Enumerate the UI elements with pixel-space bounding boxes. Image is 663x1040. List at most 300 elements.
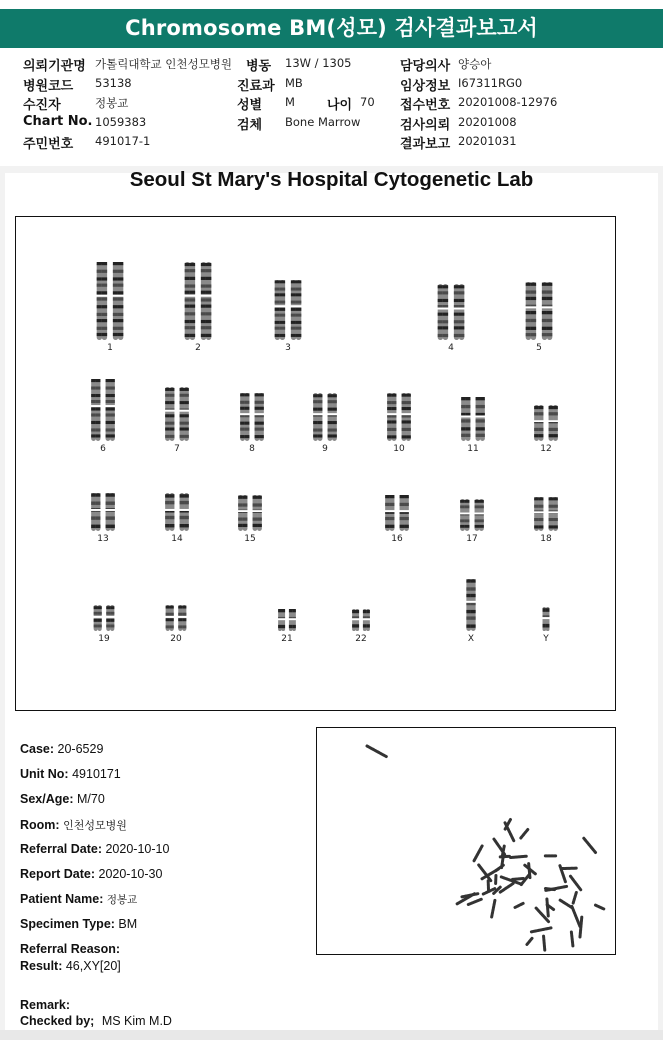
chromosome-band — [542, 283, 547, 286]
chromosome-band — [402, 401, 407, 404]
chromosome-band — [390, 525, 395, 528]
chromosome-band — [328, 400, 333, 403]
chromosome-band — [106, 612, 110, 615]
chromosome-band — [110, 413, 115, 416]
chromosome-band — [245, 422, 250, 425]
centromere — [105, 405, 115, 407]
clinical-value: I67311RG0 — [458, 76, 523, 90]
centromere — [184, 295, 196, 297]
karyogram-panel — [15, 216, 616, 711]
chromosome-band — [280, 321, 285, 324]
chromosome-band — [97, 277, 102, 280]
chromosome-band — [201, 312, 206, 315]
chromosome-band — [390, 495, 395, 498]
chromosome-band — [255, 393, 260, 396]
chromosome-band — [257, 524, 262, 527]
hospital-code-label: 병원코드 — [23, 79, 74, 94]
lab-title: Seoul St Mary's Hospital Cytogenetic Lab — [129, 168, 534, 191]
chromosome-band — [460, 505, 465, 508]
chromosome-band — [165, 435, 170, 438]
chromosome-band — [238, 503, 243, 506]
chromosome-band — [118, 313, 123, 316]
chromosome-pair-22 — [331, 607, 391, 633]
chromosome-band — [526, 327, 531, 330]
chromosome-band — [106, 421, 111, 424]
accession-label: 접수번호 — [400, 98, 451, 113]
chromosome-band — [476, 397, 481, 400]
chromosome-band — [255, 401, 260, 404]
chromosome-pair-8 — [222, 391, 282, 443]
room-value: 인천성모병원 — [63, 820, 127, 832]
metaphase-chromosome — [527, 938, 532, 944]
chromosome-band — [553, 497, 558, 500]
chromosome-band — [454, 285, 459, 288]
chromosome-pair-5 — [509, 280, 569, 342]
metaphase-chromosome — [500, 883, 513, 892]
chromosome-band — [170, 524, 175, 527]
chromosome-band — [110, 400, 115, 403]
chromosome-band — [406, 401, 411, 404]
unit-value: 4910171 — [72, 767, 121, 781]
chromosome-band — [180, 428, 185, 431]
chromosome-band — [243, 518, 248, 521]
chromosome-band — [547, 290, 552, 293]
chromosome-band — [531, 319, 536, 322]
chromosome-band — [275, 321, 280, 324]
chromosome-band — [91, 434, 96, 437]
chromosome-band — [471, 594, 476, 597]
chromosome-band — [201, 326, 206, 329]
chromosome-band — [206, 298, 211, 301]
chromosome-band — [238, 524, 243, 527]
chromosome-band — [170, 388, 175, 391]
chromosome-band — [475, 525, 480, 528]
checked-label: Checked by; — [20, 1014, 95, 1028]
centromere — [474, 512, 484, 514]
chromosome-band — [180, 516, 185, 519]
chromosome-band — [404, 495, 409, 498]
centromere — [165, 509, 175, 511]
chromosome-band — [461, 427, 466, 430]
chromosome-band — [332, 400, 337, 403]
chromosome-band — [387, 428, 392, 431]
chromosome-label-22: 22 — [355, 634, 367, 644]
centromere — [541, 306, 553, 308]
chromosome-band — [366, 610, 370, 613]
chromosome-band — [465, 500, 470, 503]
id-label: 주민번호 — [23, 137, 74, 152]
chromosome-band — [471, 624, 476, 627]
chromosome-band — [466, 397, 471, 400]
chromosome-band — [106, 386, 111, 389]
chromosome-band — [318, 434, 323, 437]
chromosome-band — [170, 625, 174, 628]
chromosome-band — [275, 280, 280, 283]
patient-name-label: Patient Name: — [20, 892, 104, 906]
chromosome-band — [166, 618, 170, 621]
chromosome-band — [113, 333, 118, 336]
chromosome-band — [259, 393, 264, 396]
referral-date-label: Referral Date: — [20, 842, 102, 856]
chromosome-band — [539, 428, 544, 431]
specimen-type-label: Specimen Type: — [20, 917, 115, 931]
chromosome-band — [102, 313, 107, 316]
chromosome-band — [539, 518, 544, 521]
chromosome-band — [459, 285, 464, 288]
centromere — [274, 305, 286, 307]
centromere — [466, 601, 476, 603]
chromosome-band — [318, 421, 323, 424]
chromosome-band — [245, 428, 250, 431]
chromosome-band — [547, 311, 552, 314]
chromosome-label-15: 15 — [244, 534, 256, 544]
chromosome-band — [406, 435, 411, 438]
chromosome-band — [526, 283, 531, 286]
chromosome-band — [240, 401, 245, 404]
chromosome-band — [549, 434, 554, 437]
chromosome-band — [454, 291, 459, 294]
chromosome-band — [96, 413, 101, 416]
checked-value: MS Kim M.D — [101, 1014, 172, 1028]
chromosome-band — [278, 609, 282, 612]
chromosome-band — [280, 334, 285, 337]
sexage-label: Sex/Age: — [20, 792, 74, 806]
chromosome-band — [332, 421, 337, 424]
chromosome-band — [185, 334, 190, 337]
chromosome-label-7: 7 — [174, 444, 180, 454]
referral-reason-label: Referral Reason: — [20, 942, 121, 956]
centromere — [93, 616, 102, 618]
chromosome-band — [392, 435, 397, 438]
chromosome-band — [400, 525, 405, 528]
chromosome-band — [313, 434, 318, 437]
chromosome-band — [94, 606, 98, 609]
chromosome-band — [546, 624, 550, 628]
chromosome-band — [91, 386, 96, 389]
age-label: 나이 — [327, 98, 353, 113]
chromosome-band — [328, 408, 333, 411]
metaphase-chromosome — [573, 892, 576, 903]
chromosome-band — [102, 284, 107, 287]
centromere — [313, 413, 323, 415]
metaphase-chromosome — [500, 856, 509, 857]
chromosome-band — [280, 293, 285, 296]
chromosome-band — [480, 405, 485, 408]
chromosome-band — [170, 435, 175, 438]
centromere — [352, 618, 360, 620]
centromere — [240, 413, 250, 415]
chromosome-band — [476, 427, 481, 430]
chromosome-band — [547, 297, 552, 300]
chromosome-pair-7 — [147, 385, 207, 443]
chromosome-band — [385, 503, 390, 506]
patient-name-row — [20, 892, 137, 907]
chromosome-band — [94, 625, 98, 628]
chromosome-band — [465, 519, 470, 522]
specimen-type-value: BM — [118, 917, 138, 931]
centromere — [534, 511, 544, 513]
ward-value: 13W / 1305 — [285, 56, 352, 70]
bottom-scroll-edge — [0, 1030, 663, 1040]
report-title: Chromosome BM(성모) 검사결과보고서 — [0, 9, 663, 48]
chromosome-band — [480, 397, 485, 400]
chromosome-band — [318, 394, 323, 397]
chromosome-band — [296, 321, 301, 324]
chromosome-band — [185, 298, 190, 301]
metaphase-chromosome — [515, 903, 523, 907]
chromosome-band — [184, 394, 189, 397]
chromosome-band — [96, 493, 101, 496]
chromosome-band — [184, 524, 189, 527]
chromosome-band — [296, 334, 301, 337]
sex-label: 성별 — [237, 98, 263, 113]
metaphase-chromosome — [570, 876, 581, 890]
chromosome-band — [190, 291, 195, 294]
chromosome-band — [406, 420, 411, 423]
chromosome-band — [113, 291, 118, 294]
chromosome-band — [206, 334, 211, 337]
chromosome-band — [201, 269, 206, 272]
chromosome-band — [313, 428, 318, 431]
chromosome-label-21: 21 — [281, 634, 293, 644]
chromosome-label-5: 5 — [536, 343, 542, 353]
chromosome-pair-2 — [168, 260, 228, 342]
metaphase-chromosome — [560, 900, 572, 908]
chromosome-band — [461, 434, 466, 437]
chromosome-band — [184, 422, 189, 425]
chromosome-band — [182, 618, 186, 621]
chromosome-band — [118, 284, 123, 287]
centromere — [475, 415, 485, 417]
chromosome-band — [118, 297, 123, 300]
chromosome-band — [539, 525, 544, 528]
chromosome-band — [443, 320, 448, 323]
age-value: 70 — [360, 95, 375, 109]
chromosome-label-18: 18 — [540, 534, 552, 544]
chromosome-band — [363, 624, 367, 627]
chromosome-band — [259, 401, 264, 404]
chromosome-band — [479, 525, 484, 528]
chromosome-pair-16 — [367, 493, 427, 533]
doctor-value: 양승아 — [458, 57, 492, 71]
chromosome-band — [118, 291, 123, 294]
chromosome-band — [110, 606, 114, 609]
metaphase-chromosome — [531, 928, 551, 932]
centromere — [460, 512, 470, 514]
chromosome-band — [240, 393, 245, 396]
chromosome-band — [102, 262, 107, 265]
chromosome-band — [259, 407, 264, 410]
centromere — [525, 306, 537, 308]
chromosome-band — [546, 608, 550, 612]
chromosome-band — [170, 501, 175, 504]
chromosome-band — [91, 379, 96, 382]
chromosome-band — [170, 414, 175, 417]
centromere — [542, 617, 550, 619]
chart-label: Chart No. — [23, 114, 93, 129]
chromosome-label-17: 17 — [466, 534, 478, 544]
chromosome-band — [170, 422, 175, 425]
centromere — [165, 616, 174, 618]
chromosome-band — [102, 319, 107, 322]
chromosome-band — [275, 308, 280, 311]
patient-name-value: 정봉교 — [106, 894, 138, 906]
chromosome-band — [96, 516, 101, 519]
chromosome-band — [178, 613, 182, 616]
chromosome-band — [296, 314, 301, 317]
chromosome-band — [165, 394, 170, 397]
chromosome-band — [165, 501, 170, 504]
chromosome-band — [96, 421, 101, 424]
chromosome-band — [454, 326, 459, 329]
chromosome-band — [461, 405, 466, 408]
referral-date-value: 2020-10-10 — [105, 842, 170, 856]
hospital-code-value: 53138 — [95, 76, 132, 90]
chromosome-band — [443, 334, 448, 337]
centromere — [461, 415, 471, 417]
chromosome-band — [402, 420, 407, 423]
chromosome-band — [118, 333, 123, 336]
chromosome-pair-17 — [442, 497, 502, 533]
chromosome-band — [280, 308, 285, 311]
chromosome-band — [526, 333, 531, 336]
chromosome-band — [466, 594, 471, 597]
chromosome-band — [387, 401, 392, 404]
chromosome-band — [296, 280, 301, 283]
chromosome-band — [443, 326, 448, 329]
chromosome-band — [91, 400, 96, 403]
chromosome-band — [201, 305, 206, 308]
chromosome-band — [313, 400, 318, 403]
chromosome-band — [465, 525, 470, 528]
chromosome-band — [404, 517, 409, 520]
chromosome-band — [170, 394, 175, 397]
chromosome-band — [313, 408, 318, 411]
clinical-label: 임상정보 — [400, 79, 451, 94]
chromosome-band — [257, 518, 262, 521]
chromosome-band — [106, 413, 111, 416]
chromosome-band — [404, 525, 409, 528]
centromere — [106, 616, 115, 618]
chromosome-band — [471, 579, 476, 582]
chromosome-band — [553, 434, 558, 437]
referral-date-row — [20, 842, 169, 856]
chromosome-band — [190, 277, 195, 280]
centromere — [453, 308, 465, 310]
metaphase-chromosome — [505, 822, 514, 841]
chromosome-band — [113, 305, 118, 308]
chromosome-band — [443, 291, 448, 294]
metaphase-chromosome — [571, 932, 573, 946]
chromosome-pair-9 — [295, 391, 355, 443]
chromosome-band — [178, 625, 182, 628]
chromosome-band — [184, 516, 189, 519]
centromere — [548, 511, 558, 513]
chromosome-band — [289, 625, 293, 628]
chromosome-band — [534, 428, 539, 431]
chromosome-band — [553, 412, 558, 415]
chromosome-band — [332, 428, 337, 431]
chromosome-band — [466, 434, 471, 437]
centromere — [401, 413, 411, 415]
chromosome-band — [366, 624, 370, 627]
chromosome-band — [390, 503, 395, 506]
chromosome-pair-13 — [73, 491, 133, 533]
chromosome-band — [318, 400, 323, 403]
centromere — [91, 405, 101, 407]
chromosome-label-x: X — [467, 634, 475, 644]
chromosome-label-16: 16 — [391, 534, 403, 544]
chromosome-band — [275, 293, 280, 296]
metaphase-chromosome — [595, 905, 603, 909]
chromosome-band — [110, 434, 115, 437]
chromosome-band — [454, 299, 459, 302]
chromosome-band — [91, 421, 96, 424]
chromosome-band — [165, 428, 170, 431]
chromosome-band — [291, 288, 296, 291]
chromosome-band — [113, 297, 118, 300]
chromosome-band — [259, 422, 264, 425]
chromosome-band — [476, 405, 481, 408]
chromosome-band — [113, 262, 118, 265]
chromosome-band — [97, 333, 102, 336]
chromosome-band — [289, 609, 293, 612]
chromosome-band — [96, 386, 101, 389]
chromosome-band — [97, 270, 102, 273]
chromosome-band — [96, 525, 101, 528]
chromosome-band — [543, 624, 547, 628]
chromosome-band — [113, 313, 118, 316]
metaphase-chromosome — [468, 899, 481, 904]
chromosome-band — [97, 262, 102, 265]
chromosome-band — [190, 269, 195, 272]
chromosome-band — [110, 379, 115, 382]
report-date-value: 2020-10-30 — [98, 867, 163, 881]
chromosome-band — [280, 314, 285, 317]
chromosome-band — [206, 284, 211, 287]
chromosome-band — [170, 401, 175, 404]
centromere — [534, 420, 544, 422]
chromosome-band — [539, 434, 544, 437]
chromosome-band — [185, 284, 190, 287]
chromosome-band — [97, 319, 102, 322]
chromosome-band — [190, 263, 195, 266]
chromosome-band — [292, 625, 296, 628]
chromosome-band — [280, 280, 285, 283]
chromosome-band — [185, 326, 190, 329]
chromosome-band — [180, 494, 185, 497]
chromosome-band — [96, 407, 101, 410]
chromosome-band — [201, 263, 206, 266]
chromosome-band — [102, 333, 107, 336]
chromosome-band — [243, 524, 248, 527]
specimen-type-row — [20, 917, 137, 931]
chromosome-band — [110, 625, 114, 628]
chromosome-band — [328, 421, 333, 424]
chromosome-band — [91, 516, 96, 519]
case-row — [20, 742, 103, 756]
chromosome-band — [459, 313, 464, 316]
chromosome-band — [406, 428, 411, 431]
chromosome-band — [165, 516, 170, 519]
chromosome-band — [190, 320, 195, 323]
report-date-label: Report Date: — [20, 867, 96, 881]
result-report-value: 20201031 — [458, 134, 517, 148]
metaphase-spread-image — [317, 728, 614, 953]
chromosome-band — [476, 434, 481, 437]
chromosome-band — [531, 290, 536, 293]
chromosome-band — [549, 428, 554, 431]
